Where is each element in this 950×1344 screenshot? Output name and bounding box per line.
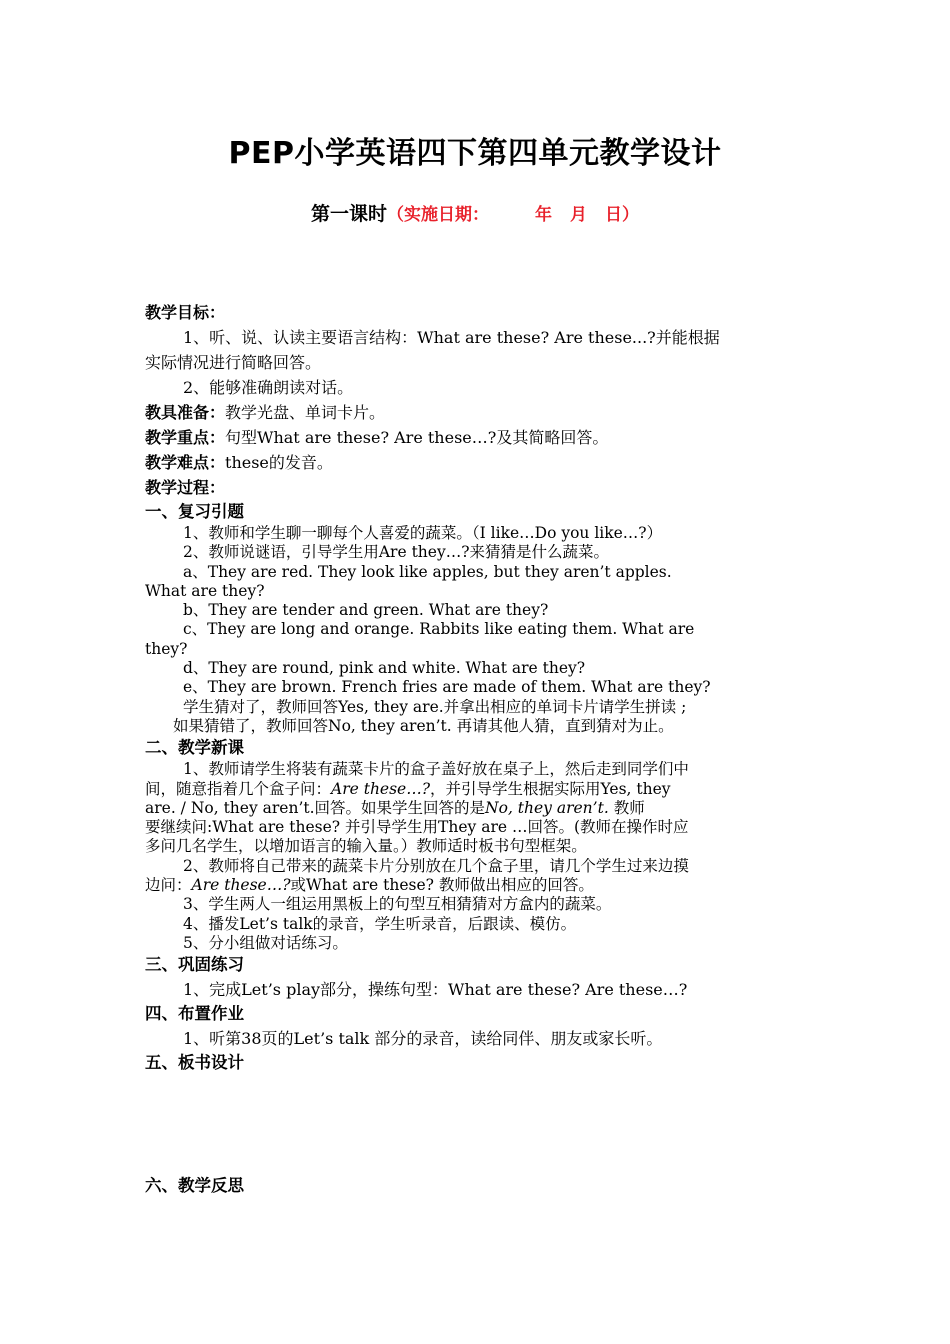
section-1-line: 1、教师和学生聊一聊每个人喜爱的蔬菜。（I like…Do you like…?）	[183, 524, 663, 542]
guess-wrong: 如果猜错了，教师回答No, they aren’t. 再请其他人猜，直到猜对为止。	[173, 716, 674, 735]
lesson-subtitle	[0, 199, 950, 226]
riddle-c-cont: they?	[145, 639, 188, 658]
s2-p2-l2a: 边问：	[145, 876, 192, 895]
lesson-label: 第一课时	[310, 203, 387, 225]
section-1-heading: 一、复习引题	[145, 502, 244, 521]
date-year: 年	[535, 205, 552, 225]
s2-p3: 3、学生两人一组运用黑板上的句型互相猜猜对方盒内的蔬菜。	[183, 895, 612, 914]
s3-text: 1、完成Let’s play部分，操练句型：What are these? Are these…?	[183, 980, 688, 1000]
process-heading: 教学过程：	[145, 478, 226, 497]
s2-p5: 5、分小组做对话练习。	[183, 933, 348, 952]
s2-p1-l2-italic: Are these…?	[331, 779, 431, 798]
section-4-heading: 四、布置作业	[145, 1004, 244, 1024]
s2-p2-l2-italic: Are these…?	[191, 876, 291, 895]
objective-1-cont: 实际情况进行简略回答。	[145, 353, 322, 372]
s2-p4: 4、播发Let’s talk的录音，学生听录音，后跟读、模仿。	[183, 914, 577, 933]
difficulty-heading: 教学难点：	[145, 453, 226, 472]
section-3-heading: 三、巩固练习	[145, 955, 244, 975]
s2-p1-l2a: 间，随意指着几个盒子问：	[145, 779, 332, 798]
keypoints-text: 句型What are these? Are these…?及其简略回答。	[225, 428, 609, 447]
document-title: PEP小学英语四下第四单元教学设计	[228, 136, 722, 171]
riddle-c: c、They are long and orange. Rabbits like eating them. What are	[183, 620, 695, 639]
riddle-a: a、They are red. They look like apples, but they aren’t apples.	[183, 562, 672, 581]
objective-2: 2、能够准确朗读对话。	[183, 378, 354, 397]
section-5-heading: 五、板书设计	[145, 1053, 244, 1073]
s2-p1-l3a: are. / No, they aren’t.回答。如果学生回答的是	[145, 798, 486, 817]
s4-text: 1、听第38页的Let’s talk 部分的录音，读给同伴、朋友或家长听。	[183, 1029, 663, 1049]
guess-correct: 学生猜对了，教师回答Yes, they are.并拿出相应的单词卡片请学生拼读 ;	[183, 697, 687, 716]
s2-p1-l1: 1、教师请学生将装有蔬菜卡片的盒子盖好放在桌子上，然后走到同学们中	[183, 760, 689, 779]
s2-p2-l1: 2、教师将自己带来的蔬菜卡片分别放在几个盒子里，请几个学生过来边摸	[183, 856, 689, 875]
objectives-heading: 教学目标：	[145, 303, 226, 322]
riddle-d: d、They are round, pink and white. What are they?	[183, 659, 586, 678]
tools-heading: 教具准备：	[145, 403, 226, 422]
section-1-line: 2、教师说谜语，引导学生用Are they…?来猜猜是什么蔬菜。	[183, 543, 610, 562]
s2-p1-l5: 多问几名学生，以增加语言的输入量。）教师适时板书句型框架。	[145, 837, 587, 856]
difficulty-text: these的发音。	[225, 453, 333, 472]
s2-p1-l3-italic: No, they aren’t.	[485, 798, 609, 817]
s2-p1-l4: 要继续问:What are these? 并引导学生用They are …回答。(教师在操作时应	[145, 818, 689, 837]
s2-p2-l2b: 或What are these? 教师做出相应的回答。	[290, 876, 594, 895]
s2-p1-l3b: 教师	[608, 798, 645, 817]
date-open: （实施日期：	[387, 205, 489, 225]
section-2-heading: 二、教学新课	[145, 738, 244, 758]
lesson-body	[145, 300, 810, 1075]
riddle-e: e、They are brown. French fries are made of them. What are they?	[183, 678, 711, 697]
riddle-a-cont: What are they?	[145, 581, 265, 600]
section-6-heading: 六、教学反思	[145, 1176, 244, 1195]
keypoints-heading: 教学重点：	[145, 428, 226, 447]
tools-text: 教学光盘、单词卡片。	[225, 403, 386, 422]
objective-1: 1、听、说、认读主要语言结构：What are these? Are these...?并能根据	[183, 328, 720, 347]
s2-p1-l2b: ，并引导学生根据实际用Yes, they	[430, 779, 671, 798]
date-month: 月	[570, 205, 587, 225]
riddle-b: b、They are tender and green. What are they?	[183, 601, 549, 620]
date-day: 日）	[605, 205, 639, 225]
